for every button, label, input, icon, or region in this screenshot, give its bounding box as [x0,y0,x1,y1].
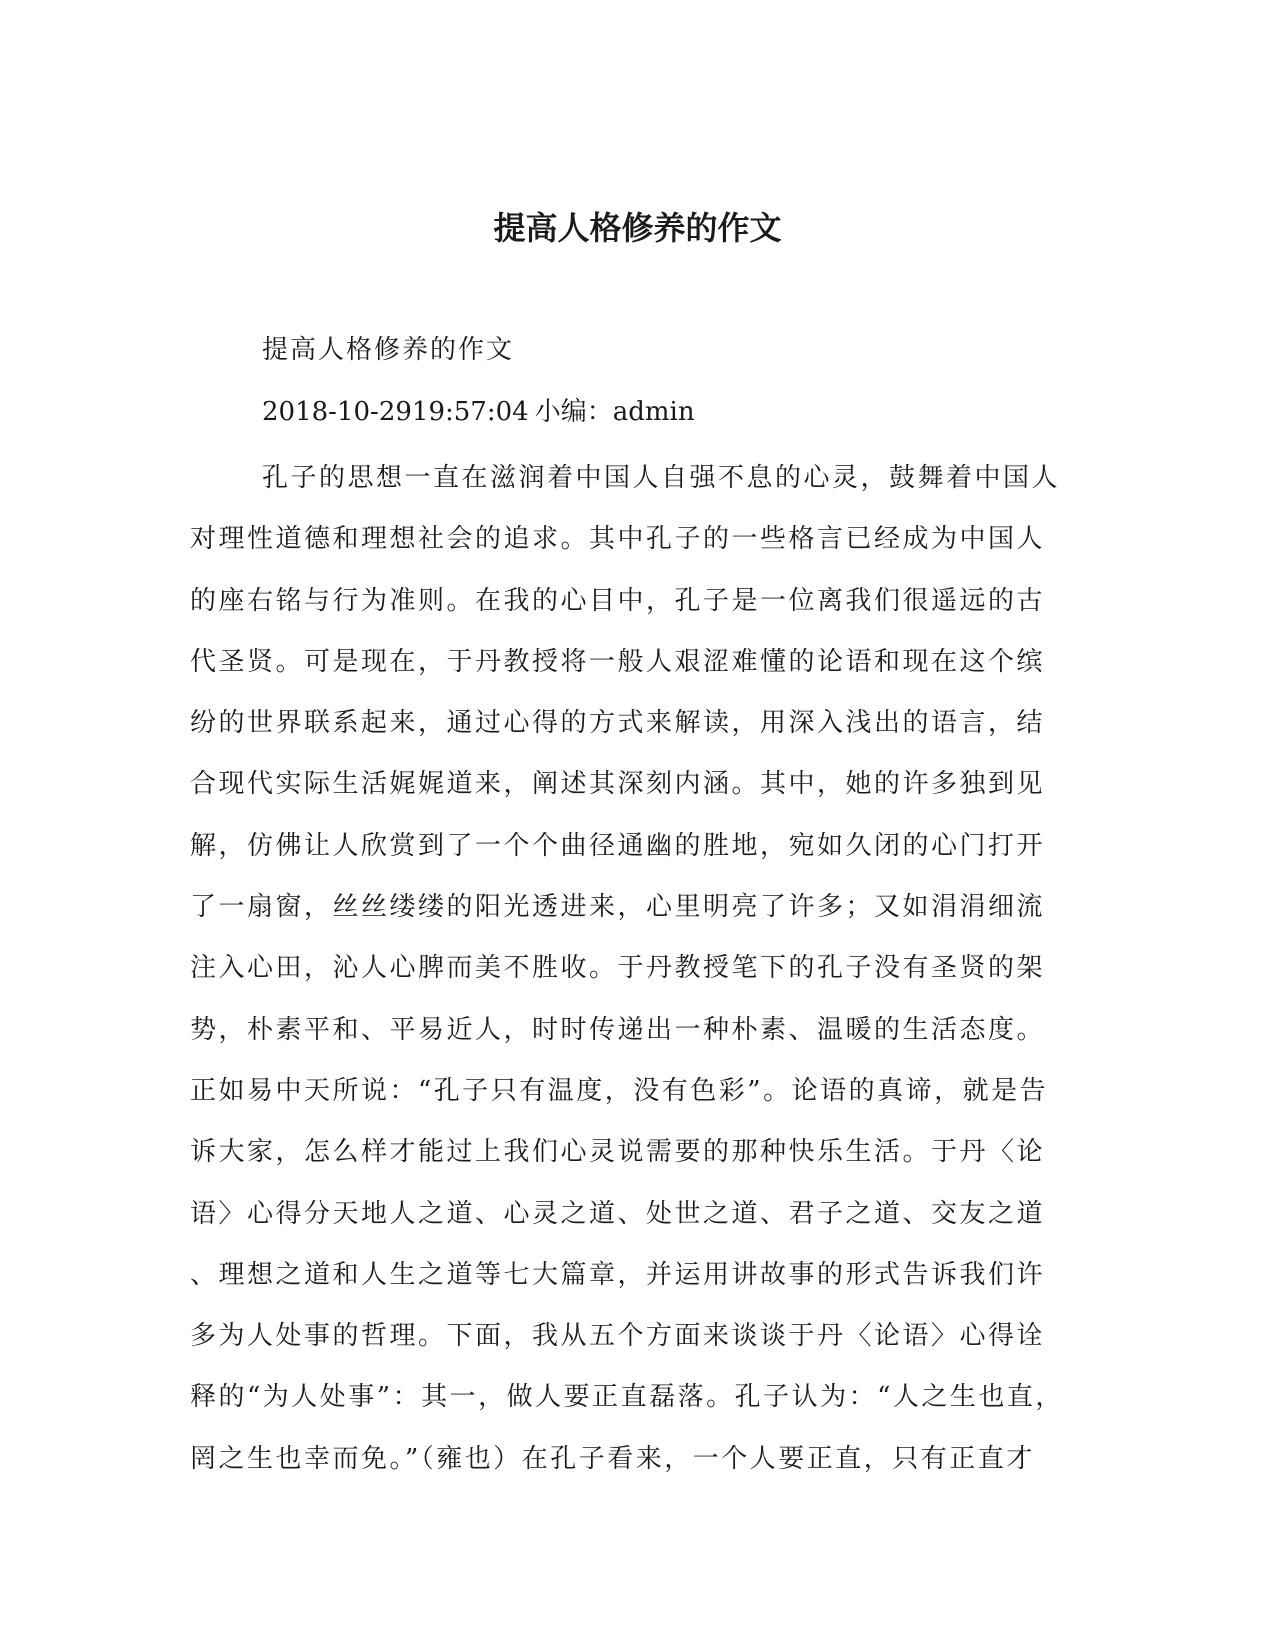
publish-datetime: 2018-10-2919:57:04 [262,397,529,427]
body-line: 势，朴素平和、平易近人，时时传递出一种朴素、温暖的生活态度。 [190,1014,1046,1045]
body-line: 多为人处事的哲理。下面，我从五个方面来谈谈于丹〈论语〉心得诠 [190,1321,1046,1352]
body-line: 代圣贤。可是现在，于丹教授将一般人艰涩难懂的论语和现在这个缤 [190,646,1046,677]
body-line: 纷的世界联系起来，通过心得的方式来解读，用深入浅出的语言，结 [190,708,1046,739]
body-line: 正如易中天所说：“孔子只有温度，没有色彩”。论语的真谛，就是告 [190,1075,1049,1106]
article-body [190,448,1070,1490]
body-line: 了一扇窗，丝丝缕缕的阳光透进来，心里明亮了许多；又如涓涓细流 [190,892,1046,923]
body-line: 解，仿佛让人欣赏到了一个个曲径通幽的胜地，宛如久闭的心门打开 [190,830,1046,861]
body-line: 罔之生也幸而免。”（雍也）在孔子看来，一个人要正直，只有正直才 [190,1443,1035,1474]
editor-name: admin [612,397,695,427]
document-title: 提高人格修养的作文 [493,209,782,247]
body-line: 诉大家，怎么样才能过上我们心灵说需要的那种快乐生活。于丹〈论 [190,1137,1046,1168]
body-line: 孔子的思想一直在滋润着中国人自强不息的心灵，鼓舞着中国人 [262,463,1061,493]
body-line: 的座右铭与行为准则。在我的心目中，孔子是一位离我们很遥远的古 [190,585,1046,616]
body-line: 释的“为人处事”：其一，做人要正直磊落。孔子认为：“人之生也直， [190,1382,1064,1413]
body-line: 合现代实际生活娓娓道来，阐述其深刻内涵。其中，她的许多独到见 [190,769,1046,800]
body-line: 对理性道德和理想社会的追求。其中孔子的一些格言已经成为中国人 [190,524,1046,555]
editor-label: 小编： [534,397,613,427]
article-meta [262,392,695,432]
article-subtitle: 提高人格修养的作文 [262,335,515,365]
body-line: 语〉心得分天地人之道、心灵之道、处世之道、君子之道、交友之道 [190,1198,1046,1229]
body-line: 注入心田，沁人心脾而美不胜收。于丹教授笔下的孔子没有圣贤的架 [190,953,1046,984]
body-line: 、理想之道和人生之道等七大篇章，并运用讲故事的形式告诉我们许 [190,1259,1046,1290]
